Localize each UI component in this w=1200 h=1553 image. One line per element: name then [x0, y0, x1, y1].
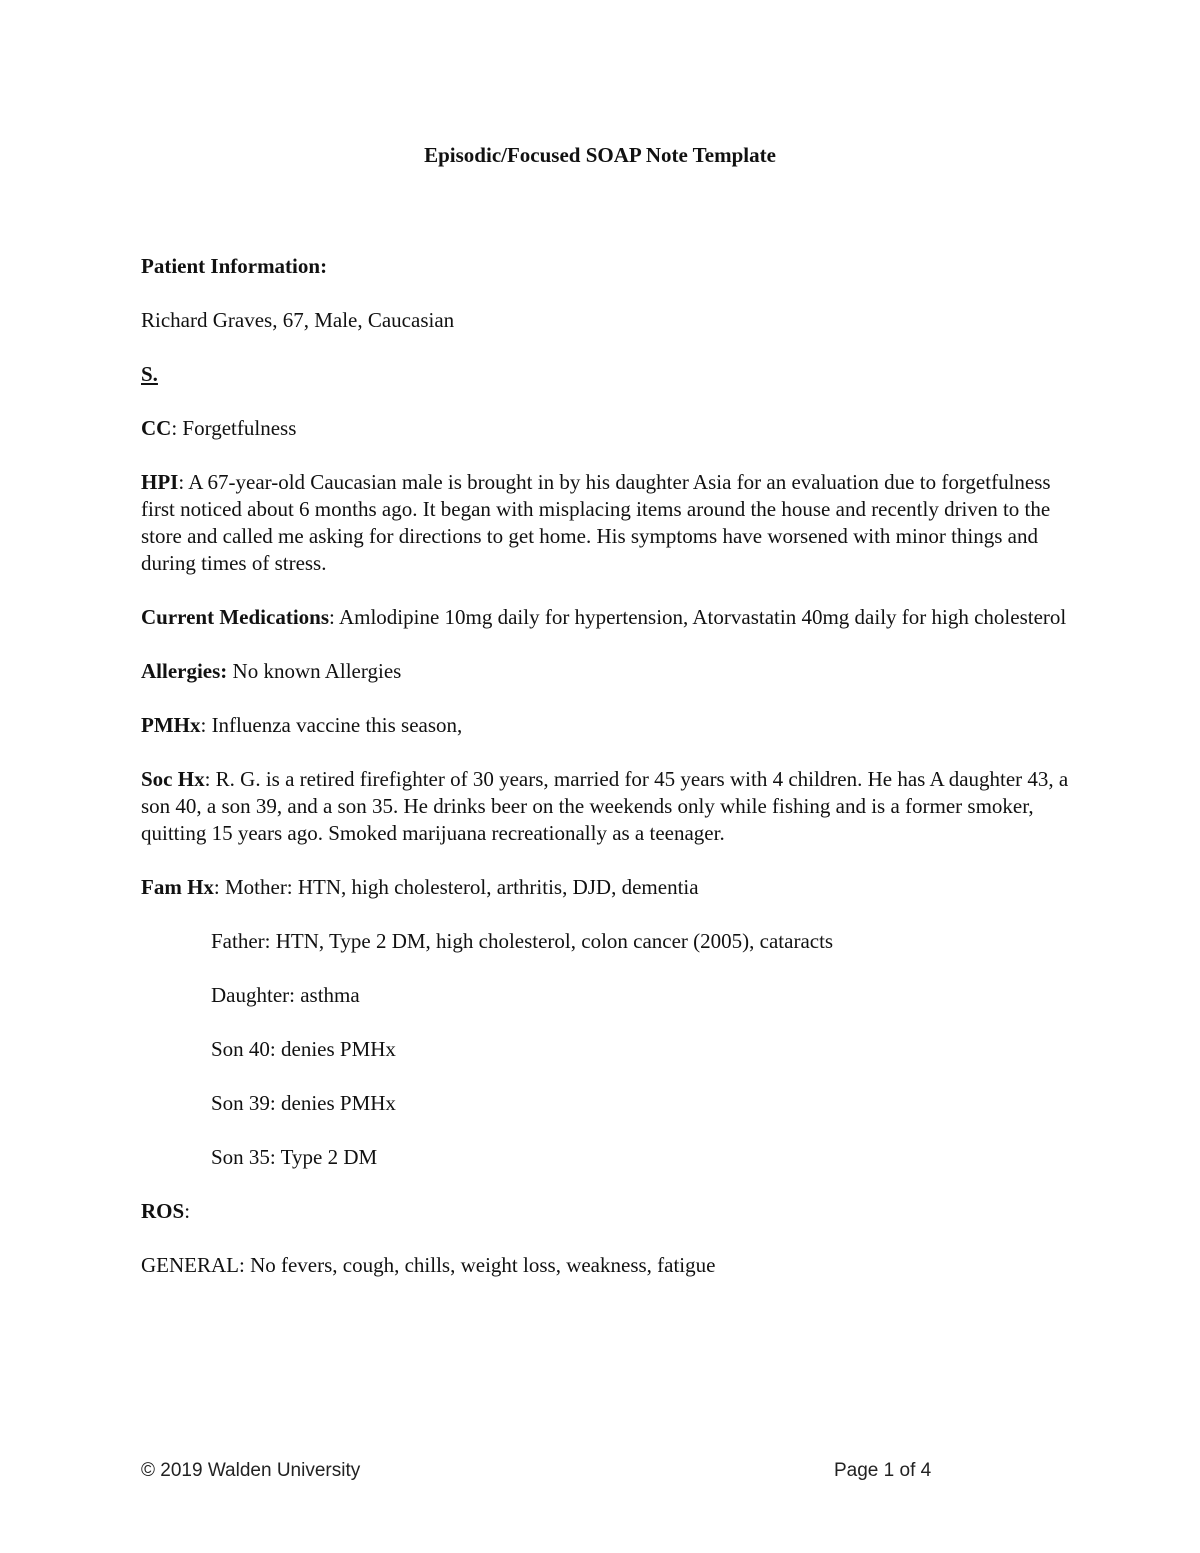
document-body	[141, 253, 1071, 1306]
family-member: Son 39: denies PMHx	[211, 1091, 396, 1115]
footer-copyright: © 2019 Walden University	[141, 1460, 361, 1481]
social-history-section	[141, 766, 1071, 847]
fam-value: : Mother: HTN, high cholesterol, arthritis, DJD, dementia	[213, 875, 699, 899]
hpi-section	[141, 469, 1071, 577]
ros-label: ROS	[141, 1199, 185, 1223]
soc-value: : R. G. is a retired firefighter of 30 years, married for 45 years with 4 children. He has A daughter 43, a son 40, a son 39, and a son 35. He drinks beer on the weekends only while fishing and is a former smoker, quitting 15 years ago. Smoked marijuana recreationally as a teenager.	[141, 767, 1069, 845]
pmhx-section	[141, 712, 1071, 739]
hpi-value: : A 67-year-old Caucasian male is brought in by his daughter Asia for an evaluation due to forgetfulness first noticed about 6 months ago. It began with misplacing items around the house and recently driven to the store and called me asking for directions to get home. His symptoms have worsened with minor things and during times of stress.	[141, 470, 1051, 575]
allergies-value: No known Allergies	[227, 659, 402, 683]
meds-label: Current Medications	[141, 605, 330, 629]
cc-label: CC	[141, 416, 172, 440]
hpi-label: HPI	[141, 470, 179, 494]
soc-label: Soc Hx	[141, 767, 205, 791]
cc-value: : Forgetfulness	[171, 416, 297, 440]
subjective-label: S.	[141, 362, 158, 386]
allergies-section	[141, 658, 1071, 685]
fam-label: Fam Hx	[141, 875, 214, 899]
medications-section	[141, 604, 1071, 631]
pmhx-label: PMHx	[141, 713, 201, 737]
family-member: Daughter: asthma	[211, 983, 360, 1007]
chief-complaint	[141, 415, 1071, 442]
family-member: Son 40: denies PMHx	[211, 1037, 396, 1061]
family-member: Son 35: Type 2 DM	[211, 1145, 378, 1169]
meds-value: : Amlodipine 10mg daily for hypertension, Atorvastatin 40mg daily for high cholesterol	[329, 605, 1067, 629]
family-member: Father: HTN, Type 2 DM, high cholesterol, colon cancer (2005), cataracts	[211, 929, 834, 953]
footer-page-number: Page 1 of 4	[834, 1460, 932, 1481]
ros-general-line: GENERAL: No fevers, cough, chills, weight loss, weakness, fatigue	[141, 1253, 716, 1277]
subjective-heading	[141, 361, 1071, 388]
patient-info-value: Richard Graves, 67, Male, Caucasian	[141, 308, 455, 332]
document-title: Episodic/Focused SOAP Note Template	[424, 143, 776, 167]
patient-info-heading	[141, 253, 1071, 280]
allergies-label: Allergies:	[141, 659, 228, 683]
patient-info-label: Patient Information:	[141, 254, 328, 278]
ros-colon: :	[184, 1199, 191, 1223]
pmhx-value: : Influenza vaccine this season,	[200, 713, 463, 737]
family-history-section	[141, 874, 1071, 901]
ros-heading	[141, 1198, 1071, 1225]
